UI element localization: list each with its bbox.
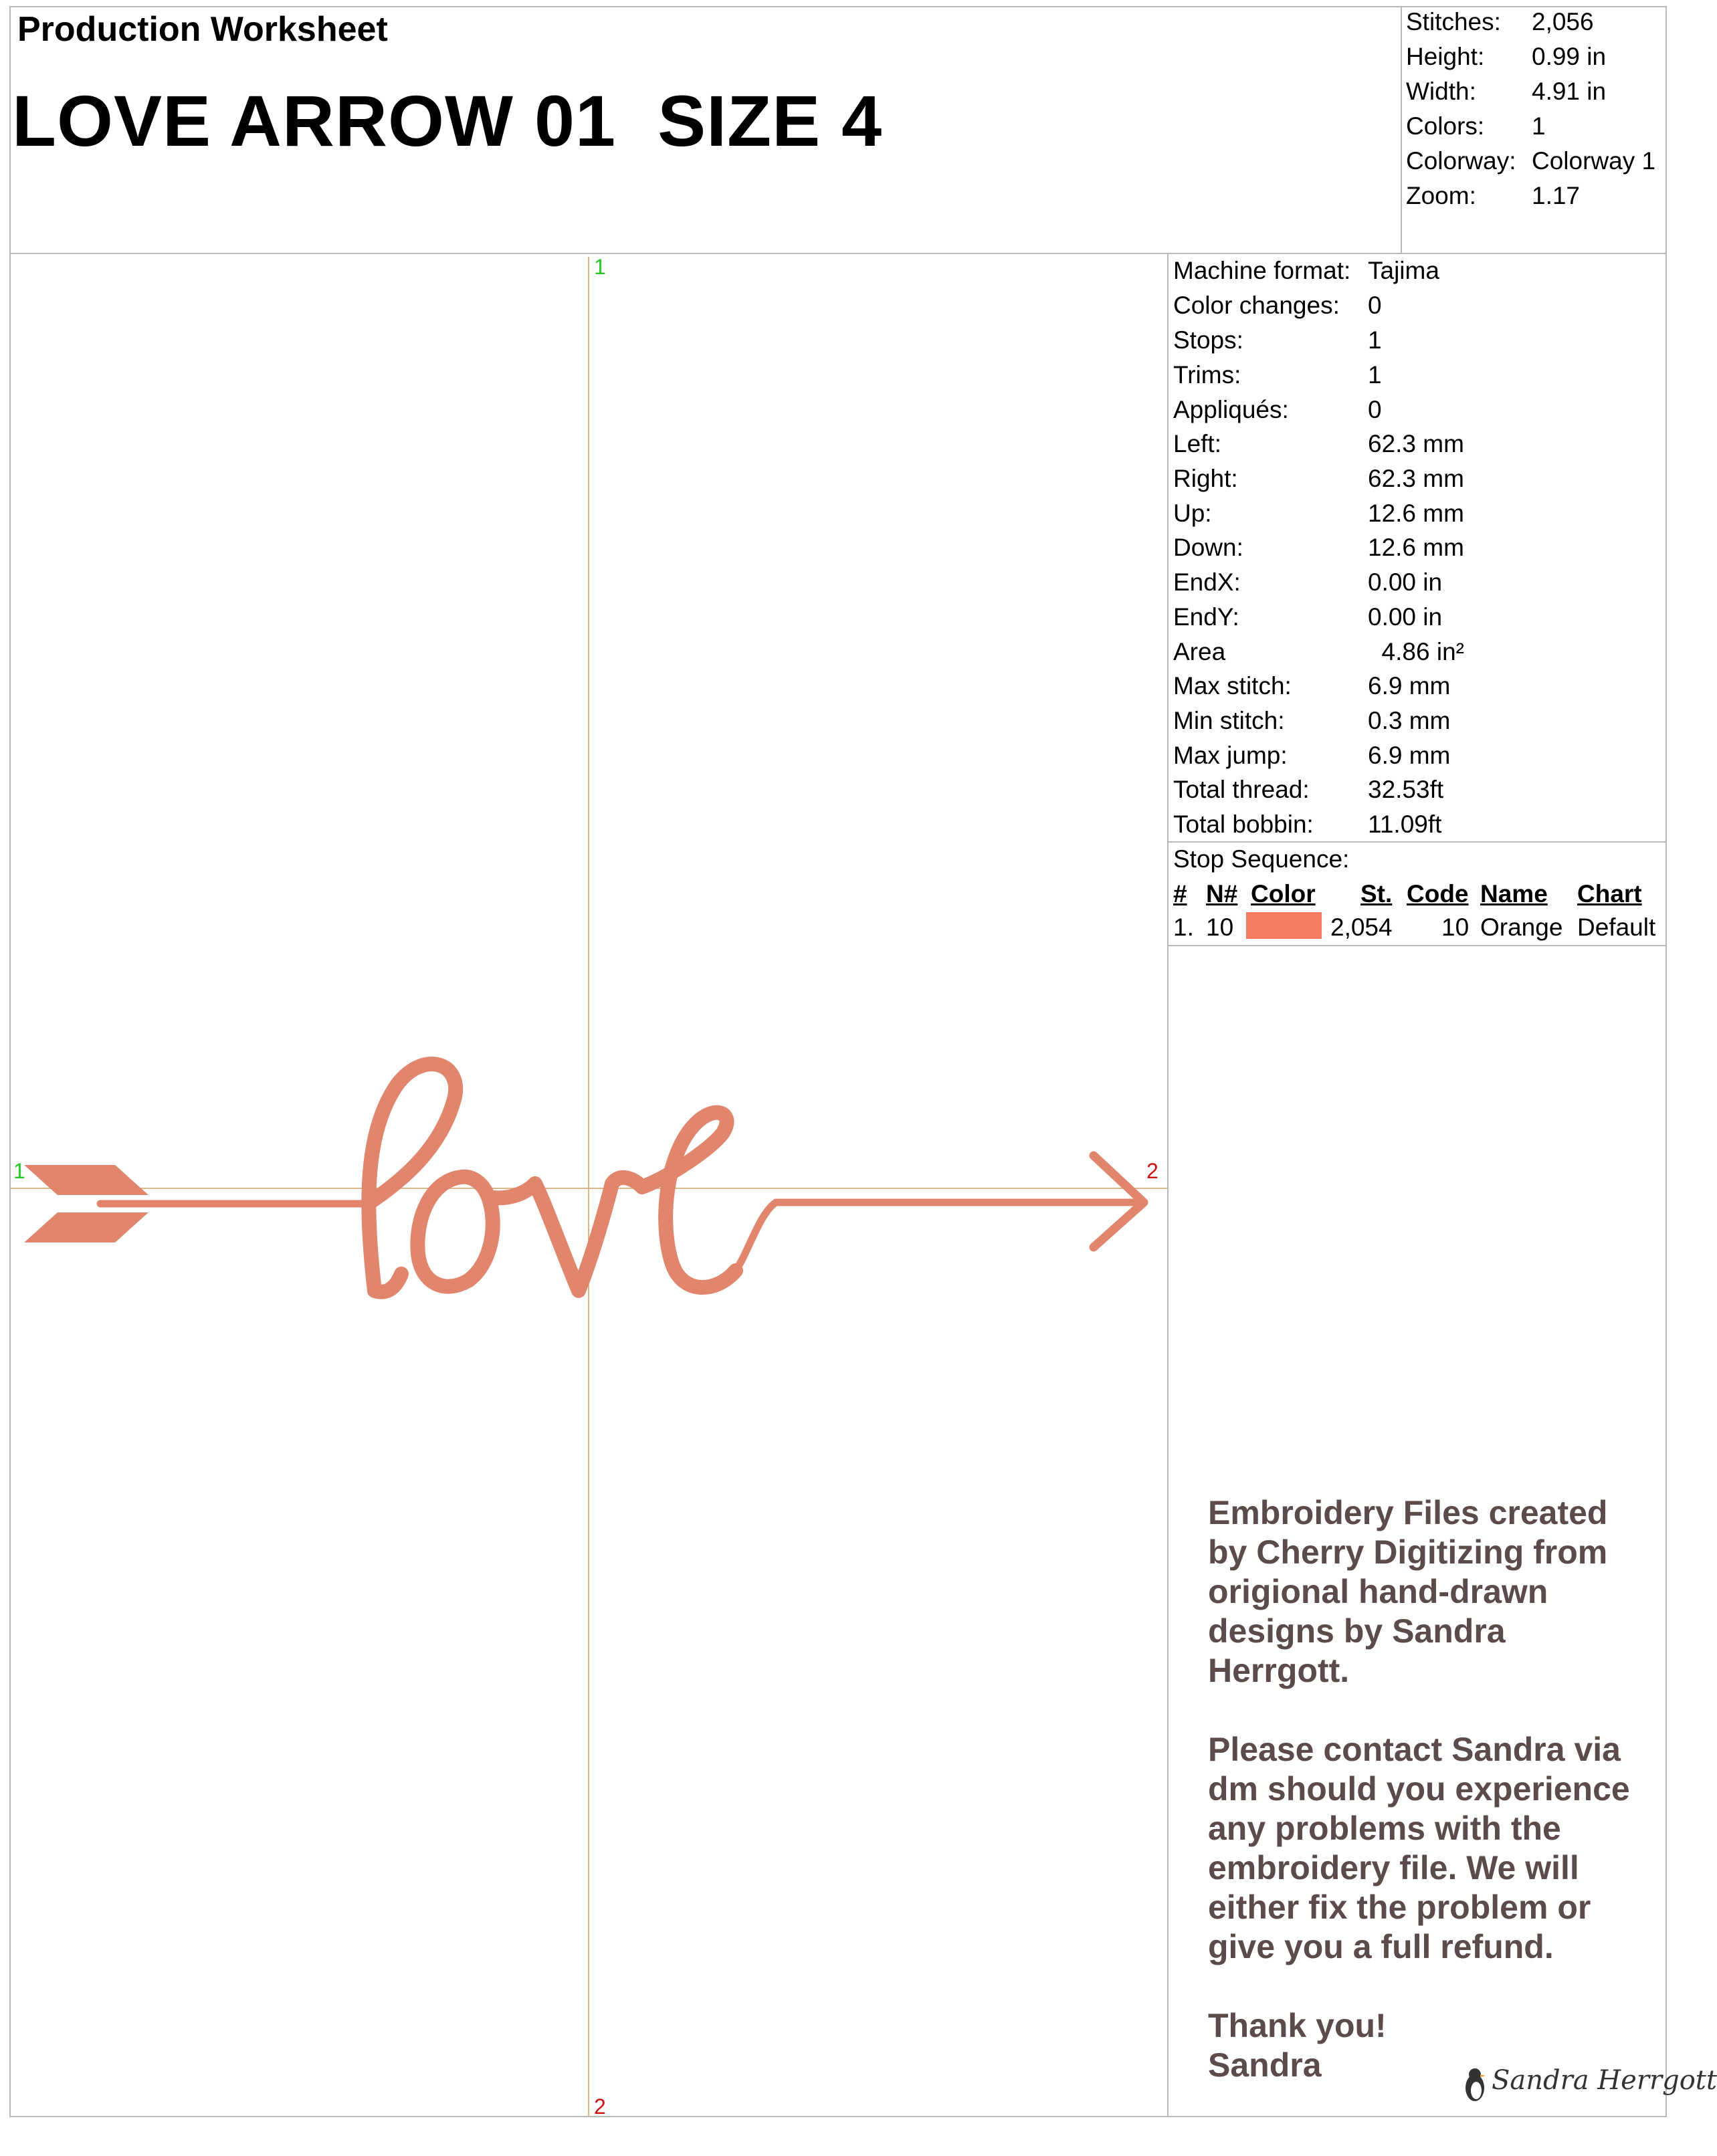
row-stitches: 2,054 (1330, 913, 1393, 941)
summary-value-stitches: 2,056 (1532, 8, 1594, 35)
info-value: 0 (1368, 396, 1382, 423)
marker-top: 1 (594, 255, 606, 279)
marker-right: 2 (1146, 1159, 1158, 1183)
info-value: 0.3 mm (1368, 707, 1451, 734)
info-label: Machine format: (1173, 257, 1351, 284)
col-header-stitches: St. (1360, 880, 1393, 907)
col-header-chart: Chart (1577, 880, 1642, 907)
info-value: 62.3 mm (1368, 465, 1464, 492)
summary-value-colors: 1 (1532, 112, 1546, 140)
note-paragraph-3: Thank you! Sandra (1208, 2007, 1387, 2084)
designer-note (1208, 1493, 1643, 2085)
info-label: EndX: (1173, 568, 1241, 596)
info-value: 6.9 mm (1368, 672, 1451, 699)
summary-label-colorway: Colorway: (1406, 147, 1516, 175)
info-value: 4.86 in² (1368, 638, 1464, 665)
love-word (368, 1064, 736, 1292)
stop-sequence-title: Stop Sequence: (1173, 845, 1350, 873)
summary-label-colors: Colors: (1406, 112, 1485, 140)
summary-value-zoom: 1.17 (1532, 182, 1581, 209)
info-label: Down: (1173, 534, 1243, 561)
info-label: Max stitch: (1173, 672, 1292, 699)
summary-value-colorway: Colorway 1 (1532, 147, 1656, 175)
summary-value-height: 0.99 in (1532, 43, 1607, 70)
note-paragraph-2: Please contact Sandra via dm should you experience any problems with the embroidery file. We will either fix the problem or give you a full refund. (1208, 1731, 1630, 1965)
info-value: 0.00 in (1368, 568, 1443, 596)
info-label: Area (1173, 638, 1226, 665)
info-value: 32.53ft (1368, 776, 1444, 803)
info-label: Total thread: (1173, 776, 1310, 803)
info-value: 0 (1368, 292, 1382, 319)
summary-label-height: Height: (1406, 43, 1485, 70)
marker-left: 1 (13, 1159, 25, 1183)
info-label: Color changes: (1173, 292, 1340, 319)
summary-label-width: Width: (1406, 78, 1476, 105)
col-header-name: Name (1480, 880, 1548, 907)
col-header-code: Code (1407, 880, 1469, 907)
info-label: Left: (1173, 430, 1221, 457)
info-value: 11.09ft (1368, 811, 1442, 838)
info-label: Right: (1173, 465, 1238, 492)
signature-logo (1455, 2053, 1717, 2107)
row-chart: Default (1577, 913, 1656, 941)
info-value: 12.6 mm (1368, 534, 1464, 561)
marker-bottom: 2 (594, 2094, 606, 2119)
info-label: Up: (1173, 500, 1212, 527)
info-value: 0.00 in (1368, 603, 1443, 631)
info-label: Stops: (1173, 326, 1243, 354)
summary-value-width: 4.91 in (1532, 78, 1607, 105)
info-label: EndY: (1173, 603, 1239, 631)
info-label: Max jump: (1173, 742, 1288, 769)
info-value: 6.9 mm (1368, 742, 1451, 769)
love-arrow-design (24, 1064, 1144, 1292)
row-needle: 10 (1206, 913, 1234, 941)
col-header-color: Color (1251, 880, 1316, 907)
info-value: 1 (1368, 326, 1382, 354)
info-value: Tajima (1368, 257, 1439, 284)
signature-text: Sandra Herrgott (1492, 2065, 1717, 2096)
note-paragraph-1: Embroidery Files created by Cherry Digitizing from origional hand-drawn designs by Sandra Herrgott. (1208, 1494, 1608, 1689)
row-code: 10 (1441, 913, 1470, 941)
row-name: Orange (1480, 913, 1563, 941)
shaft-connector (736, 1202, 776, 1271)
info-label: Total bobbin: (1173, 811, 1314, 838)
info-label: Trims: (1173, 361, 1241, 389)
info-value: 12.6 mm (1368, 500, 1464, 527)
col-header-needle: N# (1206, 880, 1238, 907)
info-value: 62.3 mm (1368, 430, 1464, 457)
summary-label-zoom: Zoom: (1406, 182, 1476, 209)
row-num: 1. (1173, 913, 1194, 941)
summary-label-stitches: Stitches: (1406, 8, 1501, 35)
info-value: 1 (1368, 361, 1382, 389)
col-header-num: # (1173, 880, 1187, 907)
info-label: Appliqués: (1173, 396, 1289, 423)
worksheet-label: Production Worksheet (17, 10, 388, 49)
design-title: LOVE ARROW 01 SIZE 4 (12, 80, 883, 161)
info-label: Min stitch: (1173, 707, 1285, 734)
